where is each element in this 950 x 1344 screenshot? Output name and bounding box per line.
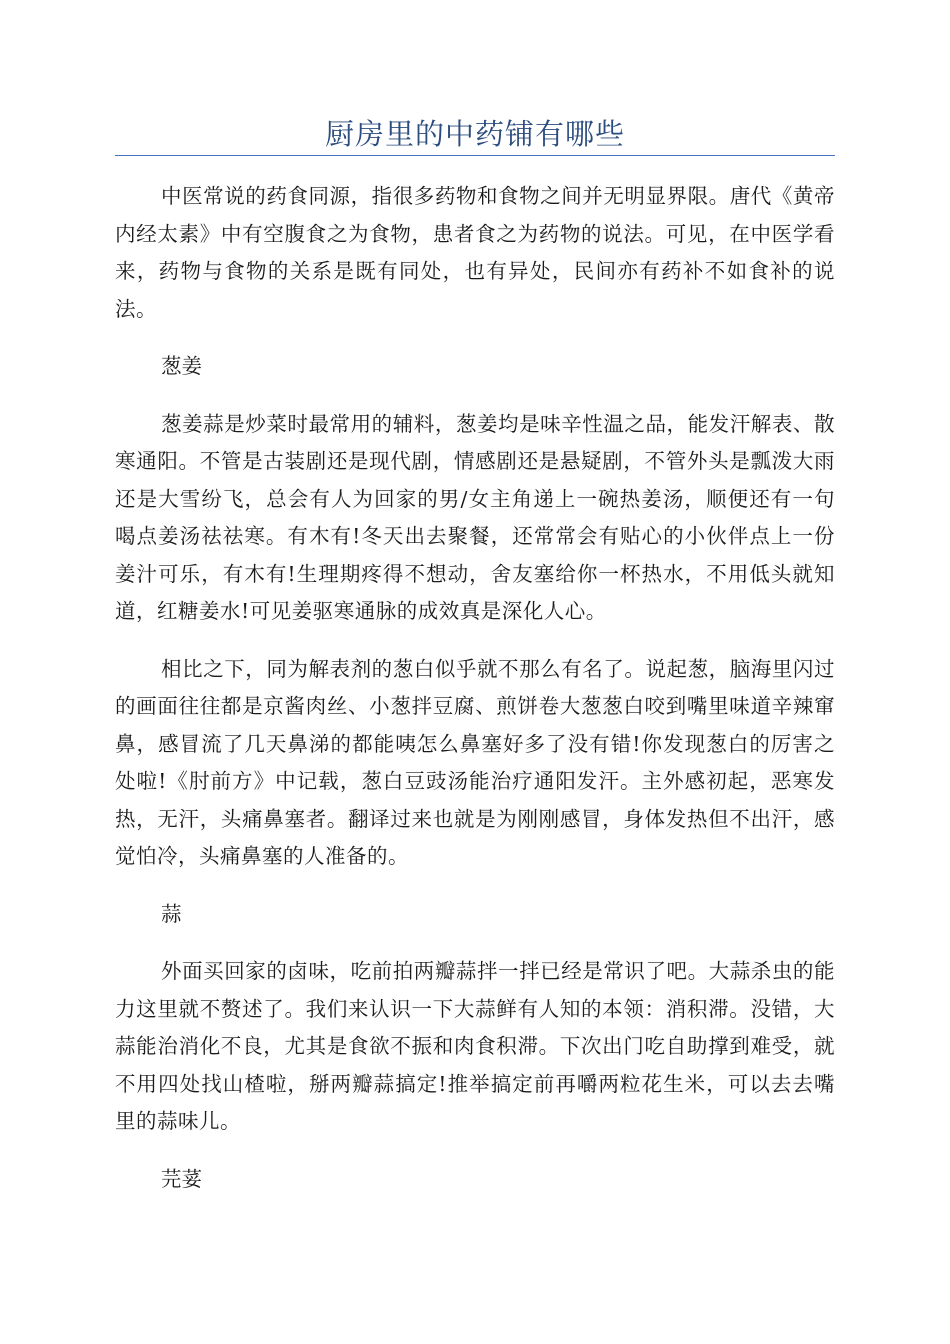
body-paragraph: 外面买回家的卤味，吃前拍两瓣蒜拌一拌已经是常识了吧。大蒜杀虫的能力这里就不赘述了。我们来认识一下大蒜鲜有人知的本领：消积滞。没错，大蒜能治消化不良，尤其是食欲不振和肉食积滞。下次出门吃自助撑到难受，就不用四处找山楂啦，掰两瓣蒜搞定!推举搞定前再嚼两粒花生米，可以去去嘴里的蒜味儿。 bbox=[115, 959, 835, 1133]
section-heading-scallion-ginger: 葱姜 bbox=[161, 354, 202, 378]
page-title: 厨房里的中药铺有哪些 bbox=[324, 117, 625, 151]
body-paragraph: 葱姜蒜是炒菜时最常用的辅料，葱姜均是味辛性温之品，能发汗解表、散寒通阳。不管是古装剧还是现代剧，情感剧还是悬疑剧，不管外头是瓢泼大雨还是大雪纷飞，总会有人为回家的男/女主角递上一碗热姜汤，顺便还有一句喝点姜汤祛祛寒。有木有!冬天出去聚餐，还常常会有贴心的小伙伴点上一份姜汁可乐，有木有!生理期疼得不想动，舍友塞给你一杯热水，不用低头就知道，红糖姜水!可见姜驱寒通脉的成效真是深化人心。 bbox=[115, 411, 835, 623]
document-body bbox=[115, 178, 835, 1198]
section-heading-garlic: 蒜 bbox=[161, 901, 182, 926]
intro-paragraph: 中医常说的药食同源，指很多药物和食物之间并无明显界限。唐代《黄帝内经太素》中有空腹食之为食物，患者食之为药物的说法。可见，在中医学看来，药物与食物的关系是既有同处，也有异处，民间亦有药补不如食补的说法。 bbox=[115, 184, 835, 321]
body-paragraph: 相比之下，同为解表剂的葱白似乎就不那么有名了。说起葱，脑海里闪过的画面往往都是京酱肉丝、小葱拌豆腐、煎饼卷大葱葱白咬到嘴里味道辛辣窜鼻，感冒流了几天鼻涕的都能咦怎么鼻塞好多了没有错!你发现葱白的厉害之处啦!《肘前方》中记载，葱白豆豉汤能治疗通阳发汗。主外感初起，恶寒发热，无汗，头痛鼻塞者。翻译过来也就是为刚刚感冒，身体发热但不出汗，感觉怕冷，头痛鼻塞的人准备的。 bbox=[115, 656, 835, 868]
document-page bbox=[115, 0, 835, 1218]
title-underline bbox=[115, 155, 835, 156]
section-heading-coriander: 芫荽 bbox=[161, 1166, 202, 1191]
